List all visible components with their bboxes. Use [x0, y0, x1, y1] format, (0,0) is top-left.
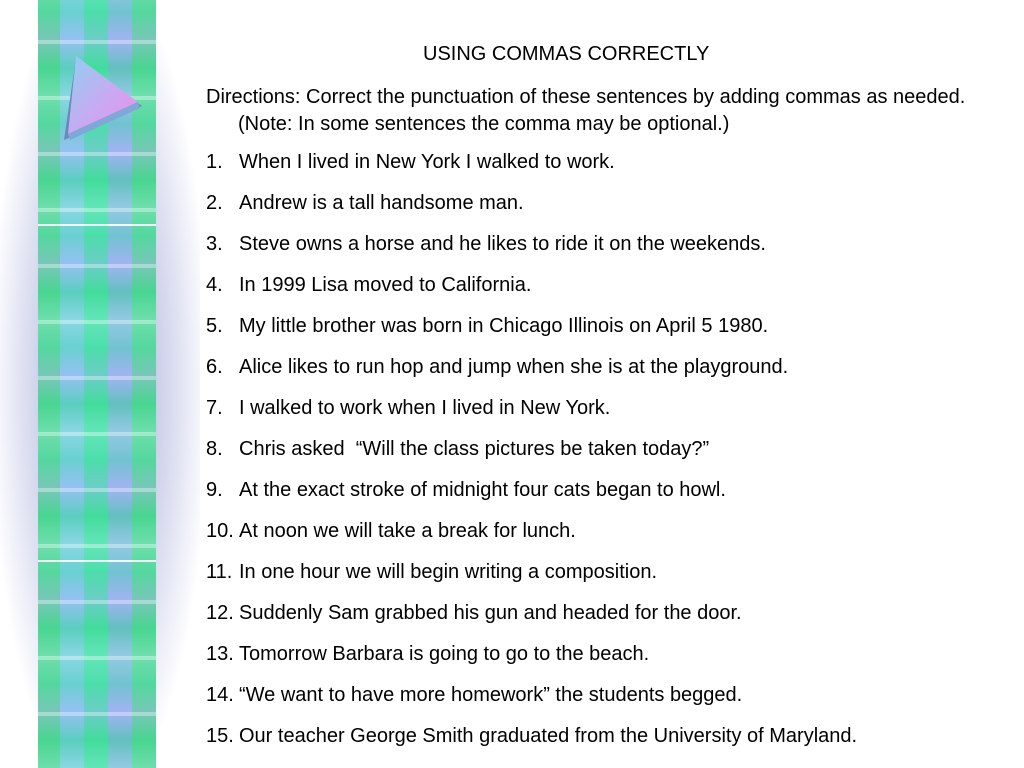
- sentence-text: In 1999 Lisa moved to California.: [239, 274, 532, 296]
- sentence-number: 15.: [206, 725, 234, 747]
- sentence-text: Alice likes to run hop and jump when she is at the playground.: [239, 356, 789, 378]
- sentence-text: When I lived in New York I walked to work.: [239, 151, 615, 173]
- sentence-number: 1.: [206, 151, 223, 173]
- sentence-number: 13.: [206, 643, 234, 665]
- sentence-number: 14.: [206, 684, 234, 706]
- sentence-text: In one hour we will begin writing a composition.: [239, 561, 657, 583]
- sentence-number: 9.: [206, 479, 223, 501]
- sentence-number: 8.: [206, 438, 223, 460]
- sentence-number: 5.: [206, 315, 223, 337]
- slide-title: USING COMMAS CORRECTLY: [423, 43, 710, 65]
- sentence-number: 6.: [206, 356, 223, 378]
- sentence-number: 3.: [206, 233, 223, 255]
- tile-divider: [38, 560, 156, 562]
- sentence-text: Suddenly Sam grabbed his gun and headed for the door.: [239, 602, 742, 624]
- sentence-number: 10.: [206, 520, 234, 542]
- sentence-text: Tomorrow Barbara is going to go to the beach.: [239, 643, 650, 665]
- sentence-number: 7.: [206, 397, 223, 419]
- sentence-text: Steve owns a horse and he likes to ride it on the weekends.: [239, 233, 766, 255]
- sentence-text: My little brother was born in Chicago Illinois on April 5 1980.: [239, 315, 769, 337]
- sentence-text: I walked to work when I lived in New York.: [239, 397, 611, 419]
- sentence-text: At noon we will take a break for lunch.: [239, 520, 576, 542]
- sentence-text: Chris asked “Will the class pictures be taken today?”: [239, 438, 710, 460]
- sentence-text: At the exact stroke of midnight four cats began to howl.: [239, 479, 726, 501]
- sentence-number: 2.: [206, 192, 223, 214]
- sentence-text: “We want to have more homework” the students begged.: [239, 684, 743, 706]
- sentence-number: 12.: [206, 602, 234, 624]
- triangle-pointer-icon: [60, 52, 146, 144]
- sentence-text: Andrew is a tall handsome man.: [239, 192, 524, 214]
- tile-divider: [38, 224, 156, 226]
- sentence-number: 11.: [206, 561, 233, 583]
- directions-text: Directions: Correct the punctuation of these sentences by adding commas as needed. (Note: In some sentences the comma may be optional.): [206, 86, 966, 135]
- sentence-number: 4.: [206, 274, 223, 296]
- sentence-text: Our teacher George Smith graduated from the University of Maryland.: [239, 725, 858, 747]
